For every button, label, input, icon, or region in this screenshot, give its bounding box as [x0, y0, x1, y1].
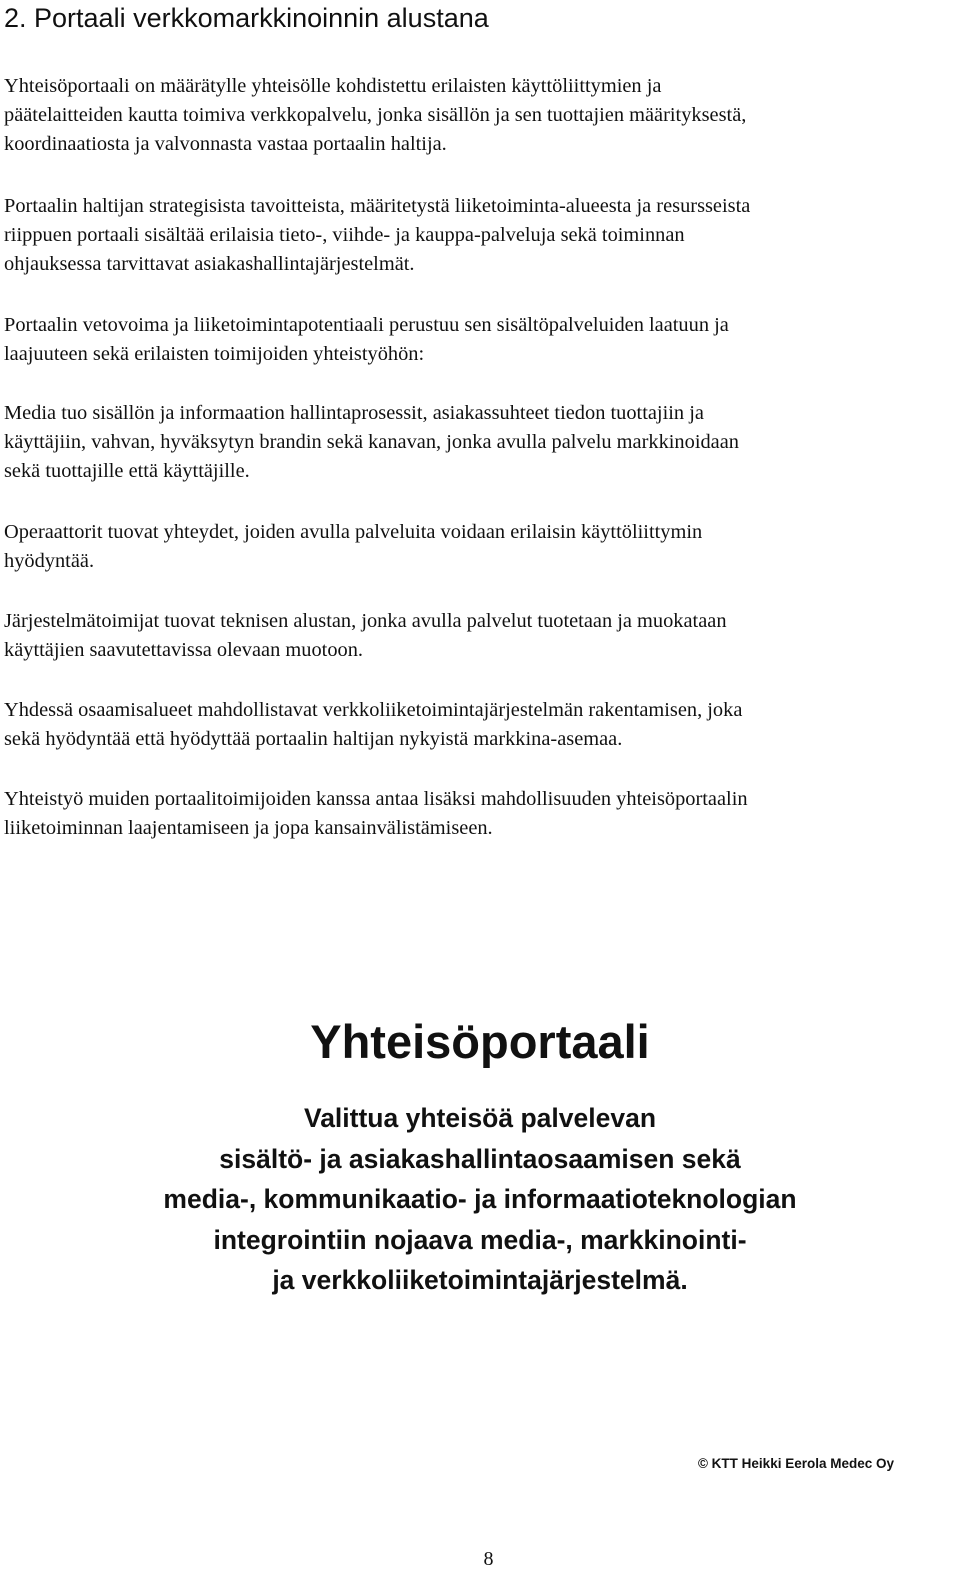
text-line: Yhdessä osaamisalueet mahdollistavat verkkoliiketoimintajärjestelmän rakentamisen, joka: [4, 699, 743, 721]
text-line: hyödyntää.: [4, 550, 95, 572]
text-line: Operaattorit tuovat yhteydet, joiden avulla palveluita voidaan erilaisin käyttöliittymin: [4, 521, 703, 543]
text-line: koordinaatiosta ja valvonnasta vastaa portaalin haltija.: [4, 133, 447, 155]
text-line: käyttäjien saavutettavissa olevaan muotoon.: [4, 639, 363, 661]
text-line: Yhteisöportaali on määrätylle yhteisölle kohdistettu erilaisten käyttöliittymien ja: [4, 75, 662, 97]
text-line: Järjestelmätoimijat tuovat teknisen alustan, jonka avulla palvelut tuotetaan ja muokataan: [4, 610, 727, 632]
text-line: käyttäjiin, vahvan, hyväksytyn brandin sekä kanavan, jonka avulla palvelu markkinoidaan: [4, 431, 739, 453]
text-line: Portaalin haltijan strategisista tavoitteista, määritetystä liiketoiminta-alueesta ja resursseista: [4, 195, 751, 217]
paragraph-media: [4, 399, 949, 486]
paragraph-cooperation: [4, 785, 949, 843]
callout-line: Valittua yhteisöä palvelevan: [303, 1103, 657, 1133]
callout-title: Yhteisöportaali: [310, 1015, 650, 1068]
callout-definition: [4, 1098, 956, 1301]
callout-line: integrointiin nojaava media-, markkinointi-: [213, 1224, 747, 1255]
text-line: sekä hyödyntää että hyödyttää portaalin haltijan nykyistä markkina-asemaa.: [4, 728, 623, 750]
callout-line: sisältö- ja asiakashallintaosaamisen sekä: [219, 1143, 741, 1174]
copyright-notice: © KTT Heikki Eerola Medec Oy: [697, 1456, 894, 1471]
callout-line: ja verkkoliiketoimintajärjestelmä.: [272, 1265, 688, 1295]
text-line: laajuuteen sekä erilaisten toimijoiden yhteistyöhön:: [4, 343, 425, 365]
text-line: sekä tuottajille että käyttäjille.: [4, 460, 250, 482]
text-line: ohjauksessa tarvittavat asiakashallintajärjestelmät.: [4, 253, 415, 275]
paragraph-attraction: [4, 311, 949, 369]
paragraph-together: [4, 696, 949, 754]
section-heading: 2. Portaali verkkomarkkinoinnin alustana: [4, 3, 489, 33]
paragraph-intro: [4, 72, 949, 159]
text-line: päätelaitteiden kautta toimiva verkkopalvelu, jonka sisällön ja sen tuottajien määrityksestä,: [4, 104, 747, 126]
text-line: Yhteistyö muiden portaalitoimijoiden kanssa antaa lisäksi mahdollisuuden yhteisöportaalin: [4, 788, 748, 810]
paragraph-operators: [4, 518, 949, 576]
text-line: liiketoiminnan laajentamiseen ja jopa kansainvälistämiseen.: [4, 817, 493, 839]
page-number: 8: [483, 1548, 494, 1570]
paragraph-strategy: [4, 192, 949, 279]
text-line: riippuen portaali sisältää erilaisia tieto-, viihde- ja kauppa-palveluja sekä toiminnan: [4, 224, 685, 246]
callout-line: media-, kommunikaatio- ja informaatioteknologian: [163, 1184, 797, 1214]
text-line: Media tuo sisällön ja informaation hallintaprosessit, asiakassuhteet tiedon tuottajiin ja: [4, 402, 704, 424]
paragraph-system-actors: [4, 607, 949, 665]
text-line: Portaalin vetovoima ja liiketoimintapotentiaali perustuu sen sisältöpalveluiden laatuun ja: [4, 314, 729, 336]
